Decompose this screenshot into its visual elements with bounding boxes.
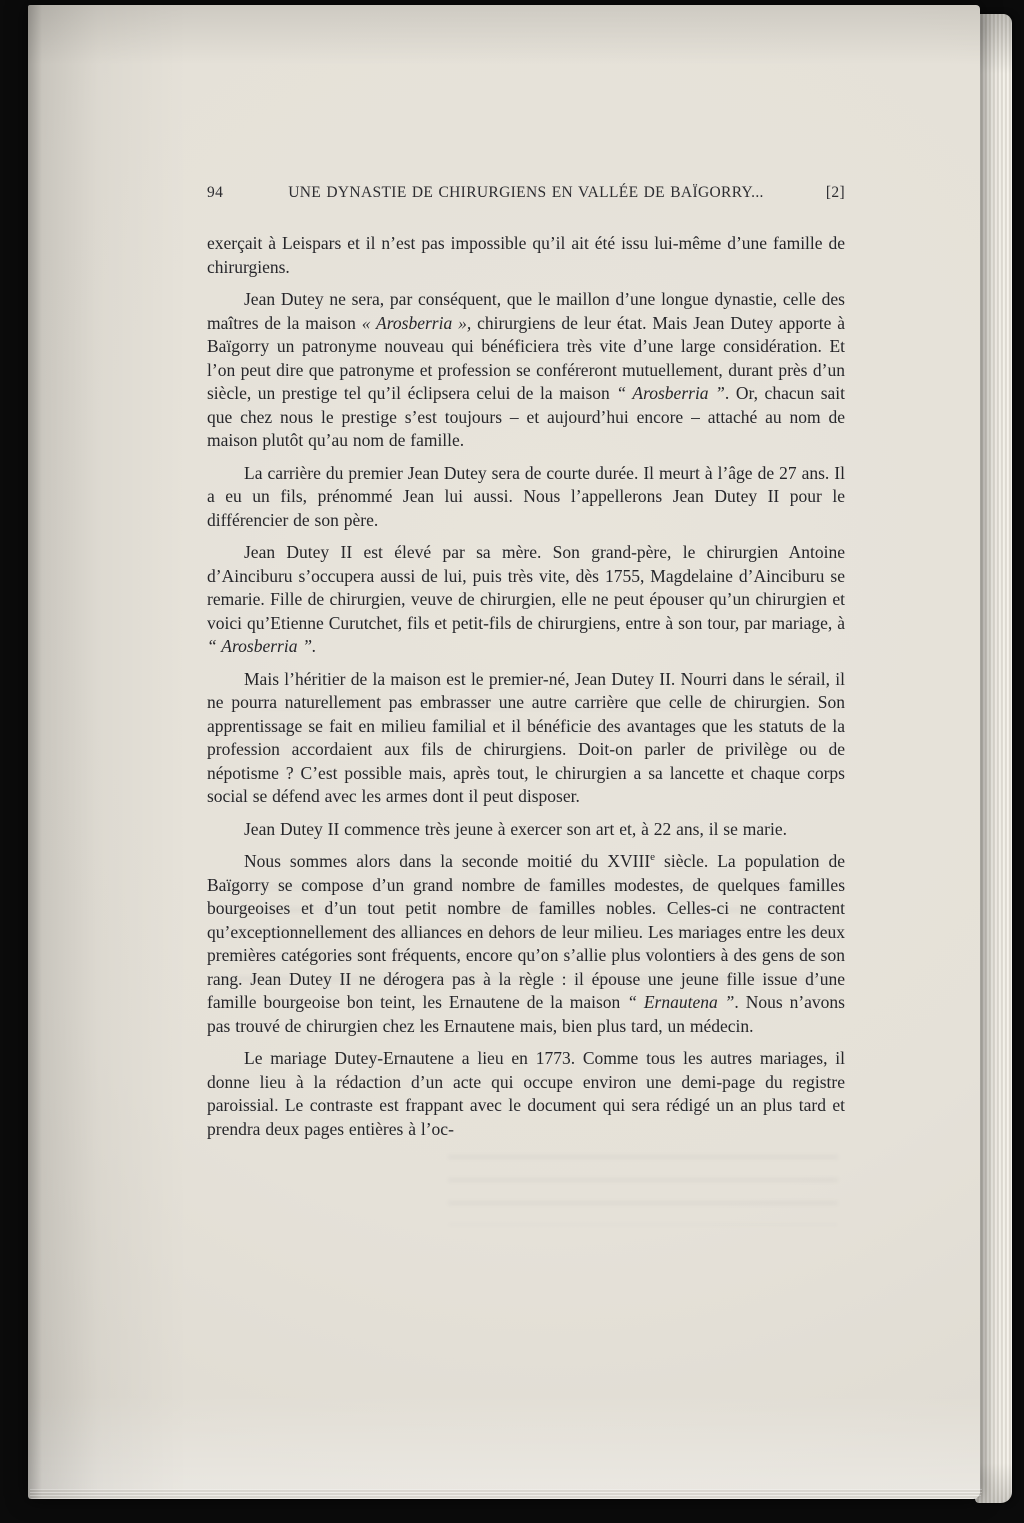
paragraph — [207, 462, 845, 533]
text-segment: “ Arosberria ”. — [207, 636, 317, 656]
paragraph — [207, 541, 845, 659]
page-number: 94 — [207, 184, 224, 201]
text-segment: “ Arosberria ” — [616, 383, 725, 403]
book-page — [28, 5, 980, 1499]
paragraph — [207, 1047, 845, 1141]
paragraph — [207, 288, 845, 453]
text-segment: . Or, chacun sait que chez nous le prestige s’est toujours – et aujourd’hui encore – attaché au nom de maison plutôt qu’au nom de famille. — [207, 383, 845, 450]
text-body — [207, 232, 845, 1141]
text-segment: La carrière du premier Jean Dutey sera de courte durée. Il meurt à l’âge de 27 ans. Il a eu un fils, prénommé Jean lui aussi. Nous l’appellerons Jean Dutey II pour le différencier de son père. — [207, 462, 845, 530]
text-segment: « Arosberria », — [361, 312, 478, 333]
text-segment: exerçait à Leispars et il n’est pas impossible qu’il ait été issu lui-même d’une famille de chirurgiens. — [207, 233, 845, 277]
text-segment: siècle. La population de Baïgorry se compose d’un grand nombre de familles modestes, de quelques familles bourgeoises et d’un tout petit nombre de familles nobles. Celles-ci ne contractent qu’exceptionnellement des alliances en dehors de leur milieu. Les mariages entre les deux premières catégories sont fréquents, encore qu’on s’allie plus volontiers à des gens de son rang. Jean Dutey II ne dérogera pas à la règle : il épouse une jeune fille issue d’une famille bourgeoise bon teint, les Ernautene de la maison — [207, 851, 845, 1012]
page-content — [207, 184, 845, 1150]
page-edges — [975, 14, 1012, 1503]
running-title: UNE DYNASTIE DE CHIRURGIENS EN VALLÉE DE BAÏGORRY... — [288, 184, 764, 201]
paragraph — [207, 668, 845, 809]
text-segment: e — [650, 851, 656, 864]
text-segment: . Nous n’avons pas trouvé de chirurgien chez les Ernautene mais, bien plus tard, un médecin. — [207, 992, 845, 1036]
text-segment: Nous sommes alors dans la seconde moitié du XVIII — [244, 851, 651, 871]
page-header — [207, 184, 845, 202]
text-segment: Jean Dutey II commence très jeune à exercer son art et, à 22 ans, il se marie. — [244, 818, 787, 839]
paragraph — [207, 232, 845, 279]
text-segment: chirurgiens de leur état. Mais Jean Dutey apporte à Baïgorry un patronyme nouveau qui bénéficiera très vite d’une large considération. Et l’on peut dire que patronyme et profession se conféreront mutuellement, durant près d’un siècle, un prestige tel qu’il éclipsera celui de la maison — [207, 312, 845, 403]
text-segment: Le mariage Dutey-Ernautene a lieu en 1773. Comme tous les autres mariages, il donne lieu à la rédaction d’un acte qui occupe environ une demi-page du registre paroissial. Le contraste est frappant avec le document qui sera rédigé un an plus tard et prendra deux pages entières à l’oc- — [207, 1048, 845, 1139]
text-segment: Jean Dutey II est élevé par sa mère. Son grand-père, le chirurgien Antoine d’Ainciburu s’occupera aussi de lui, puis très vite, dès 1755, Magdelaine d’Ainciburu se remarie. Fille de chirurgien, veuve de chirurgien, elle ne peut épouser qu’un chirurgien et voici qu’Etienne Curutchet, fils et petit-fils de chirurgiens, entre à son tour, par mariage, à — [207, 542, 845, 633]
text-segment: Jean Dutey ne sera, par conséquent, que le maillon d’une longue dynastie, celle des maîtres de la maison — [207, 289, 845, 333]
paragraph — [207, 818, 845, 842]
text-segment: Mais l’héritier de la maison est le premier-né, Jean Dutey II. Nourri dans le sérail, il ne pourra naturellement pas embrasser une autre carrière que celle de chirurgien. Son apprentissage se fait en milieu familial et il bénéficie des avantages que les statuts de la profession accordaient aux fils de chirurgiens. Doit-on parler de privilège ou de népotisme ? C’est possible mais, après tout, le chirurgien a sa lancette et chaque corps social se défend avec les armes dont il peut disposer. — [207, 668, 845, 806]
paragraph — [207, 850, 845, 1038]
bracket-reference: [2] — [825, 184, 845, 201]
ink-showthrough — [448, 1155, 838, 1225]
text-segment: “ Ernautena ” — [627, 992, 735, 1012]
